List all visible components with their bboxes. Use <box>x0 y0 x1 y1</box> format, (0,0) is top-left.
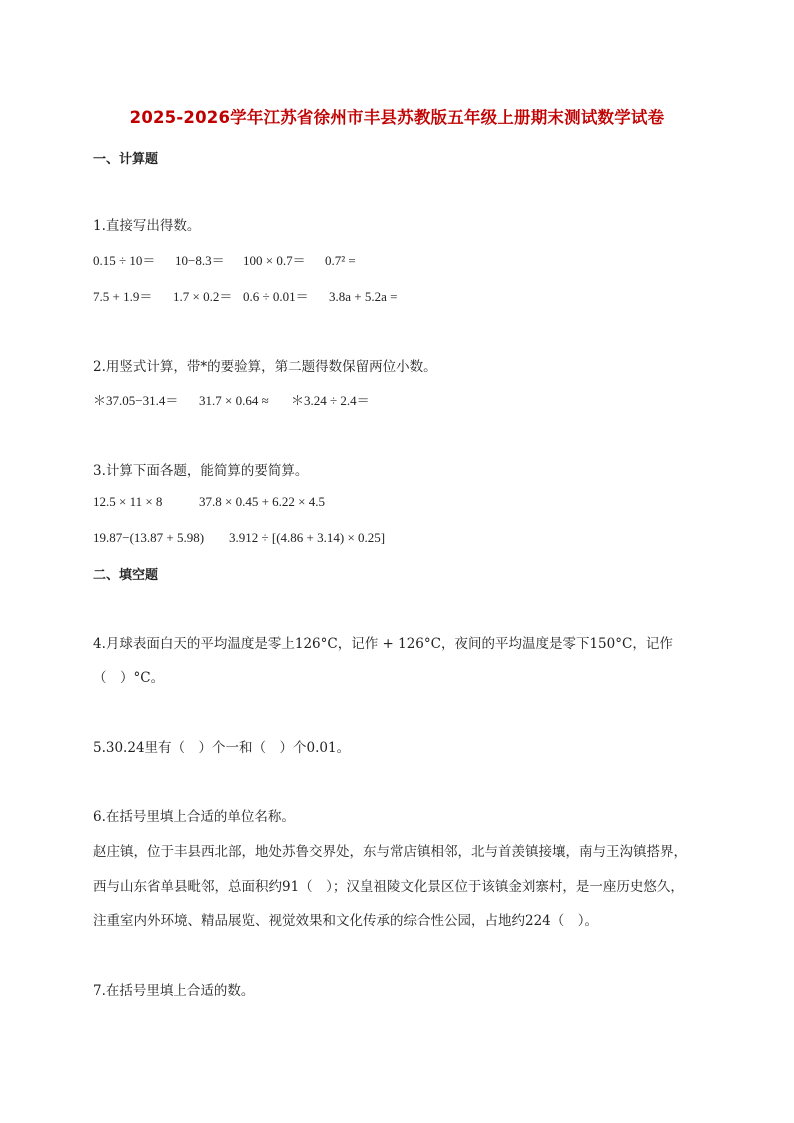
expression: 100 × 0.7＝ <box>243 253 306 268</box>
expression: 3.912 ÷ [(4.86 + 3.14) × 0.25] <box>229 530 386 545</box>
question-3-row-2 <box>93 530 385 546</box>
expression: 0.7² = <box>325 253 356 268</box>
question-2-row-1 <box>93 390 370 409</box>
question-6-stem: 6.在括号里填上合适的单位名称。 <box>93 809 295 825</box>
expression: ＊37.05−31.4＝ <box>93 393 179 408</box>
expression: 31.7 × 0.64 ≈ <box>199 393 269 408</box>
section-heading-calculation: 一、计算题 <box>93 152 159 167</box>
expression: 1.7 × 0.2＝ <box>173 289 233 304</box>
expression: 3.8a + 5.2a = <box>329 289 398 304</box>
expression: ＊3.24 ÷ 2.4＝ <box>291 393 370 408</box>
question-4-line-2: （ ）°C。 <box>93 670 165 686</box>
exam-title: 2025-2026学年江苏省徐州市丰县苏教版五年级上册期末测试数学试卷 <box>129 108 665 127</box>
question-7-stem: 7.在括号里填上合适的数。 <box>93 983 255 999</box>
expression: 12.5 × 11 × 8 <box>93 494 163 509</box>
expression: 0.15 ÷ 10＝ <box>93 253 156 268</box>
expression: 7.5 + 1.9＝ <box>93 289 153 304</box>
question-6-line-2: 西与山东省单县毗邻，总面积约91（ ）；汉皇祖陵文化景区位于该镇金刘寨村，是一座历史悠久， <box>93 879 684 895</box>
question-3-row-1 <box>93 494 325 510</box>
question-3-stem: 3.计算下面各题，能简算的要简算。 <box>93 463 309 479</box>
expression: 37.8 × 0.45 + 6.22 × 4.5 <box>199 494 325 509</box>
question-2-stem: 2.用竖式计算，带*的要验算，第二题得数保留两位小数。 <box>93 359 437 375</box>
expression: 10−8.3＝ <box>175 253 225 268</box>
expression: 0.6 ÷ 0.01＝ <box>243 289 309 304</box>
question-6-line-3: 注重室内外环境、精品展览、视觉效果和文化传承的综合性公园，占地约224（ ）。 <box>93 913 599 929</box>
question-1-stem: 1.直接写出得数。 <box>93 218 201 234</box>
expression: 19.87−(13.87 + 5.98) <box>93 530 205 545</box>
question-1-row-1 <box>93 250 356 269</box>
question-1-row-2 <box>93 286 397 305</box>
question-5: 5.30.24里有（ ）个一和（ ）个0.01。 <box>93 740 351 756</box>
section-heading-fill-in: 二、填空题 <box>93 568 159 583</box>
question-6-line-1: 赵庄镇，位于丰县西北部，地处苏鲁交界处，东与常店镇相邻，北与首羡镇接壤，南与王沟镇搭界， <box>93 844 687 860</box>
question-4-line-1: 4.月球表面白天的平均温度是零上126°C，记作 + 126°C，夜间的平均温度是零下150°C，记作 <box>93 636 673 652</box>
